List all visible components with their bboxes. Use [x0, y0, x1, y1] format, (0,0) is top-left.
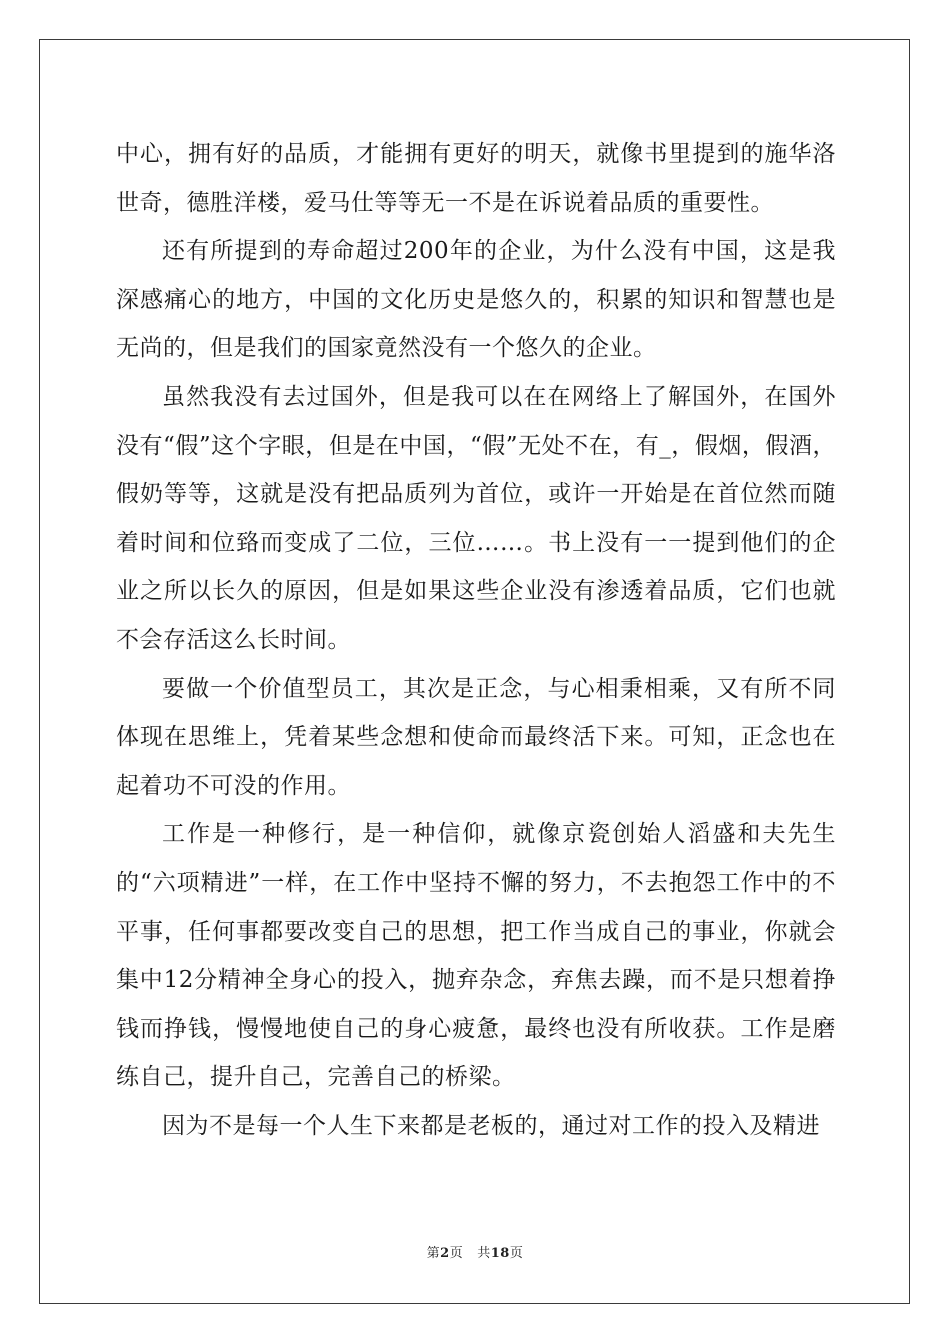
page-footer — [0, 1242, 950, 1261]
paragraph-3: 虽然我没有去过国外，但是我可以在在网络上了解国外，在国外没有“假”这个字眼，但是在中国，“假”无处不在，有_，假烟，假酒，假奶等等，这就是没有把品质列为首位，或许一开始是在首位然而随着时间和位臵而变成了二位，三位……。书上没有一一提到他们的企业之所以长久的原因，但是如果这些企业没有渗透着品质，它们也就不会存活这么长时间。 — [116, 383, 836, 653]
page-suffix: 页 — [449, 1246, 464, 1261]
document-body — [116, 130, 836, 1150]
total-suffix: 页 — [509, 1246, 524, 1261]
paragraph-1: 中心，拥有好的品质，才能拥有更好的明天，就像书里提到的施华洛世奇，德胜洋楼，爱马仕等等无一不是在诉说着品质的重要性。 — [116, 141, 836, 216]
total-prefix: 共 — [477, 1246, 491, 1261]
paragraph-2: 还有所提到的寿命超过200年的企业，为什么没有中国，这是我深感痛心的地方，中国的文化历史是悠久的，积累的知识和智慧也是无尚的，但是我们的国家竟然没有一个悠久的企业。 — [116, 238, 836, 362]
paragraph-6: 因为不是每一个人生下来都是老板的，通过对工作的投入及精进 — [162, 1112, 820, 1139]
paragraph-5: 工作是一种修行，是一种信仰，就像京瓷创始人滔盛和夫先生的“六项精进”一样，在工作中坚持不懈的努力，不去抱怨工作中的不平事，任何事都要改变自己的思想，把工作当成自己的事业，你就会集中12分精神全身心的投入，抛弃杂念，弃焦去躁，而不是只想着挣钱而挣钱，慢慢地使自己的身心疲惫，最终也没有所收获。工作是磨练自己，提升自己，完善自己的桥梁。 — [116, 821, 836, 1091]
paragraph-4: 要做一个价值型员工，其次是正念，与心相秉相乘，又有所不同体现在思维上，凭着某些念想和使命而最终活下来。可知，正念也在起着功不可没的作用。 — [116, 675, 836, 799]
page-number: 2 — [440, 1246, 450, 1261]
total-pages: 18 — [490, 1246, 510, 1261]
page-prefix: 第 — [426, 1246, 441, 1261]
